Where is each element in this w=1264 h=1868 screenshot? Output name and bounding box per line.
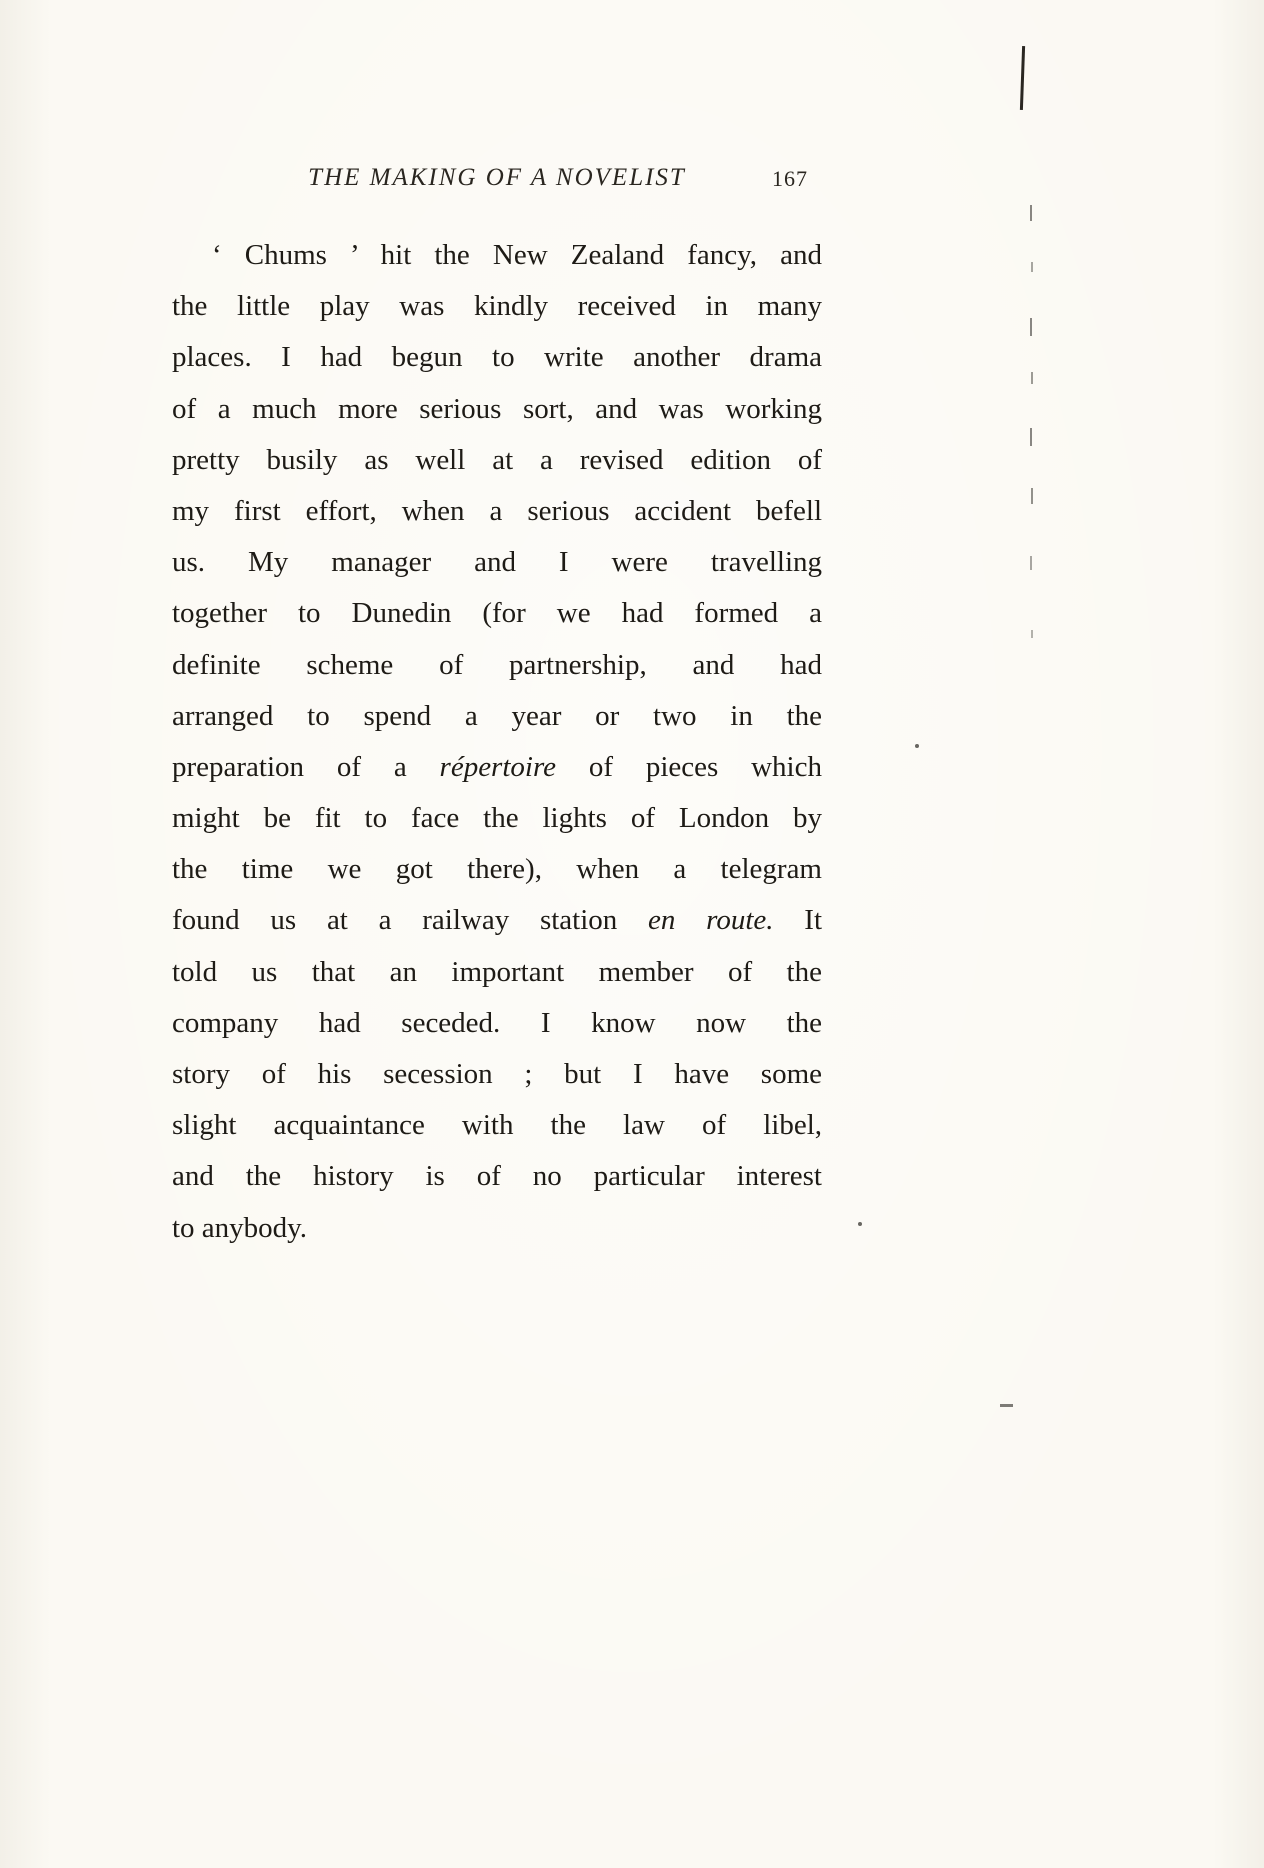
text-line: of a much more serious sort, and was working (172, 392, 822, 425)
text-line: found us at a railway station en route. It (172, 904, 823, 937)
page-number: 167 (772, 166, 808, 191)
italic-phrase: en route. (648, 904, 774, 937)
scan-artifact-tick (1031, 372, 1033, 384)
scan-artifact-tick (1030, 205, 1032, 221)
text-line: story of his secession ; but I have some (172, 1058, 822, 1090)
scan-artifact-dot (858, 1222, 862, 1226)
scan-artifact-tick (1030, 318, 1032, 336)
scan-artifact-dot (915, 744, 919, 748)
scan-artifact-tick (1030, 428, 1032, 446)
text-line: the little play was kindly received in many (172, 290, 822, 323)
text-line: definite scheme of partnership, and had (172, 648, 822, 681)
text-line: arranged to spend a year or two in the (172, 699, 822, 732)
page-header (172, 164, 822, 198)
italic-phrase: répertoire (439, 750, 557, 783)
text-line: might be fit to face the lights of London by (172, 802, 822, 835)
text-line: preparation of a répertoire of pieces which (172, 750, 822, 783)
text-line: places. I had begun to write another drama (172, 341, 822, 374)
body-text (172, 230, 822, 1254)
scan-artifact-line (1020, 46, 1025, 110)
text-line: slight acquaintance with the law of libel, (172, 1109, 822, 1142)
text-line: together to Dunedin (for we had formed a (172, 597, 822, 630)
text-line: us. My manager and I were travelling (172, 546, 822, 579)
text-line: company had seceded. I know now the (172, 1006, 822, 1039)
text-line: pretty busily as well at a revised edition of (172, 443, 822, 476)
running-title: THE MAKING OF A NOVELIST (308, 164, 686, 191)
scan-artifact-tick (1031, 488, 1033, 504)
scan-artifact-tick (1031, 262, 1033, 272)
scan-artifact-tick (1031, 630, 1033, 638)
scan-artifact-dash (1000, 1404, 1013, 1407)
text-line: the time we got there), when a telegram (172, 853, 822, 886)
scan-artifact-tick (1030, 556, 1032, 570)
text-line: to anybody. (172, 1211, 308, 1244)
text-line: my first effort, when a serious accident befell (172, 494, 822, 527)
text-line: told us that an important member of the (172, 955, 822, 988)
text-line: and the history is of no particular interest (172, 1160, 822, 1193)
text-line: ‘ Chums ’ hit the New Zealand fancy, and (212, 239, 822, 271)
